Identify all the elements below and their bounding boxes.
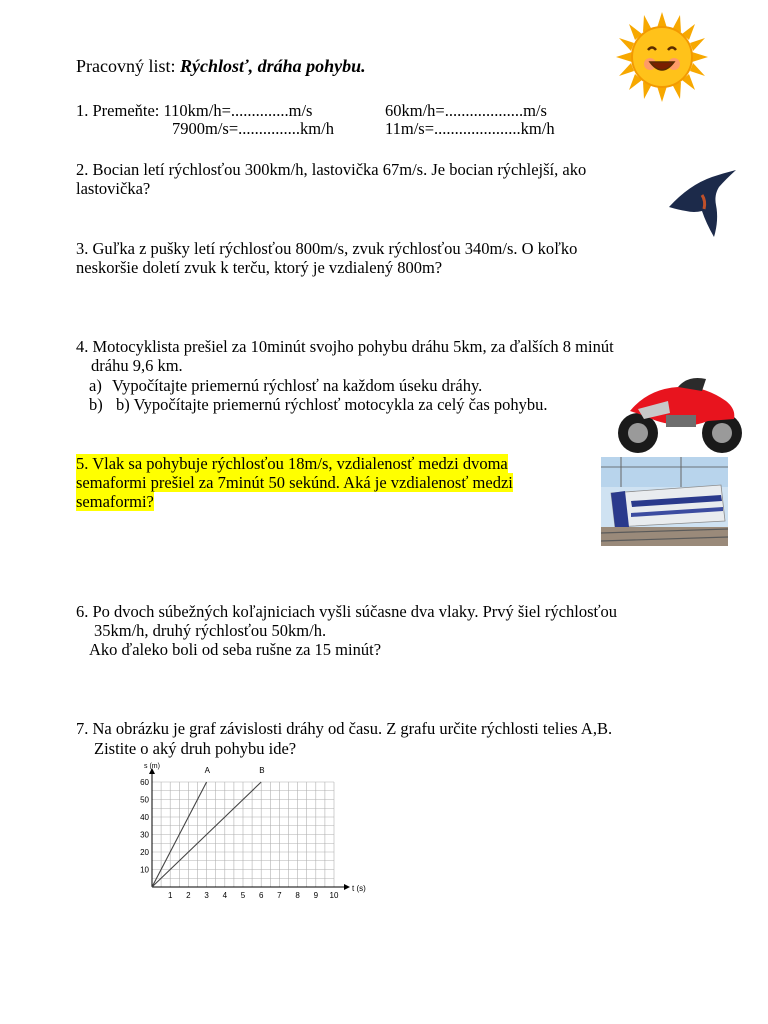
train-image xyxy=(601,457,728,546)
y-tick-label: 60 xyxy=(140,778,149,787)
x-axis-label: t (s) xyxy=(352,884,366,893)
sun-image xyxy=(614,12,710,102)
x-tick-label: 7 xyxy=(277,891,282,900)
q4-a-text: Vypočítajte priemernú rýchlosť na každom úseku dráhy. xyxy=(112,376,483,395)
q4-b-text: b) Vypočítajte priemernú rýchlosť motocykla za celý čas pohybu. xyxy=(116,395,548,414)
q5-line1 xyxy=(76,454,508,473)
graph-labels xyxy=(140,763,366,900)
q5-line2 xyxy=(76,473,513,492)
title-prefix: Pracovný list: xyxy=(76,56,180,76)
swallow-image xyxy=(664,165,744,240)
y-tick-label: 30 xyxy=(140,830,149,840)
y-tick-label: 50 xyxy=(140,795,149,805)
q7-line2: Zistite o aký druh pohybu ide? xyxy=(94,739,297,758)
q6-line3: Ako ďaleko boli od seba rušne za 15 minút? xyxy=(89,640,382,659)
x-tick-label: 4 xyxy=(222,891,228,900)
q7-line1: 7. Na obrázku je graf závislosti dráhy od času. Z grafu určite rýchlosti telies A,B. xyxy=(76,719,613,738)
series-label-a: A xyxy=(204,766,210,775)
q2-line2: lastovička? xyxy=(76,179,151,198)
q1-row2-col2: 11m/s=.....................km/h xyxy=(385,119,555,138)
q4-line2: dráhu 9,6 km. xyxy=(91,356,183,375)
q4-line1: 4. Motocyklista prešiel za 10minút svojho pohybu dráhu 5km, za ďalších 8 minút xyxy=(76,337,614,356)
q2-line1: 2. Bocian letí rýchlosťou 300km/h, lastovička 67m/s. Je bocian rýchlejší, ako xyxy=(76,160,587,179)
q6-line1: 6. Po dvoch súbežných koľajniciach vyšli súčasne dva vlaky. Prvý šiel rýchlosťou xyxy=(76,602,618,621)
page-title xyxy=(76,57,366,76)
y-axis-label: s (m) xyxy=(144,763,160,770)
q5-line1-text: 5. Vlak sa pohybuje rýchlosťou 18m/s, vzdialenosť medzi dvoma xyxy=(76,454,508,473)
x-tick-label: 3 xyxy=(204,891,209,900)
x-tick-label: 5 xyxy=(240,891,246,900)
q3-line2: neskoršie doletí zvuk k terču, ktorý je vzdialený 800m? xyxy=(76,258,443,277)
x-tick-label: 2 xyxy=(186,891,191,900)
distance-time-graph xyxy=(135,760,380,905)
y-tick-label: 20 xyxy=(140,848,149,857)
x-tick-label: 10 xyxy=(329,891,339,900)
y-tick-label: 40 xyxy=(140,813,149,822)
x-tick-label: 1 xyxy=(167,891,173,900)
q3-line1: 3. Guľka z pušky letí rýchlosťou 800m/s, zvuk rýchlosťou 340m/s. O koľko xyxy=(76,239,578,258)
x-tick-label: 9 xyxy=(313,891,319,900)
q1-row1-col2: 60km/h=...................m/s xyxy=(385,101,547,120)
x-axis-arrow xyxy=(344,884,350,890)
motorcycle-image xyxy=(608,361,756,461)
q5-line3-text: semaformi? xyxy=(76,492,154,511)
x-tick-label: 8 xyxy=(295,891,300,900)
x-tick-label: 6 xyxy=(258,891,264,900)
q5-line3 xyxy=(76,492,154,511)
y-tick-label: 10 xyxy=(140,865,149,875)
q4-b-marker: b) xyxy=(89,395,103,414)
series-label-b: B xyxy=(259,766,265,775)
q4-a-marker: a) xyxy=(89,376,102,395)
q1-row1-col1: 1. Premeňte: 110km/h=..............m/s xyxy=(76,101,313,120)
q1-row2-col1: 7900m/s=...............km/h xyxy=(172,119,334,138)
q6-line2: 35km/h, druhý rýchlosťou 50km/h. xyxy=(94,621,327,640)
title-italic: Rýchlosť, dráha pohybu. xyxy=(180,56,366,76)
q5-line2-text: semaformi prešiel za 7minút 50 sekúnd. Aká je vzdialenosť medzi xyxy=(76,473,513,492)
